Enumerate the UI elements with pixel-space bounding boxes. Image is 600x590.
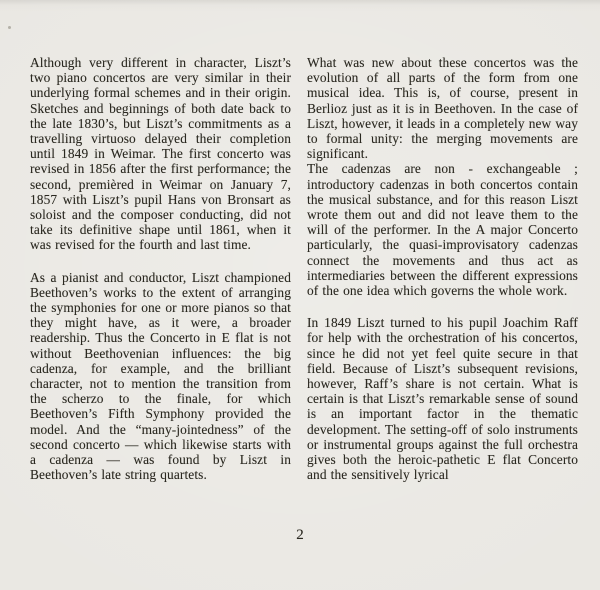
text-columns [30,55,578,482]
paragraph: The cadenzas are non - exchangeable ; introductory cadenzas in both concertos contain the musical substance, and for this reason Liszt wrote them out and did not leave them to the will of the performer. In the A major Concerto particularly, the quasi-improvisatory cadenzas connect the movements and thus act as intermediaries between the different expressions of the one idea which governs the whole work. [307,161,578,299]
paragraph: As a pianist and conductor, Liszt championed Beethoven’s works to the extent of arranging the symphonies for one or more pianos so that they might have, as it were, a broader readership. Thus the Concerto in E flat is not without Beethovenian influences: the big cadenza, for example, and the brilliant character, not to mention the transition from the scherzo to the finale, for which Beethoven’s Fifth Symphony provided the model. And the “many-jointedness” of the second concerto — which likewise starts with a cadenza — was found by Liszt in Beethoven’s late string quartets. [30,269,291,483]
right-column [307,55,578,482]
page-number: 2 [296,527,304,543]
paragraph: In 1849 Liszt turned to his pupil Joachim Raff for help with the orchestration of his concertos, since he did not yet feel quite secure in that field. Because of Liszt’s subsequent revisions, however, Raff’s share is not certain. What is certain is that Liszt’s remarkable sense of sound is an important factor in the thematic development. The setting-off of solo instruments or instrumental groups against the full orchestra gives both the heroic-pathetic E flat Concerto and the sensitively lyrical [307,315,578,483]
paragraph: Although very different in character, Liszt’s two piano concertos are very similar in their underlying formal schemes and in their origin. Sketches and beginnings of both date back to the late 1830’s, but Liszt’s commitments as a travelling virtuoso delayed their completion until 1849 in Weimar. The first concerto was revised in 1856 after the first performance; the second, premièred in Weimar on January 7, 1857 with Liszt’s pupil Hans von Bronsart as soloist and the composer conducting, did not take its definitive shape until 1861, when it was revised for the fourth and last time. [30,55,291,253]
paragraph: What was new about these concertos was the evolution of all parts of the form from one musical idea. This is, of course, present in Berlioz just as it is in Beethoven. In the case of Liszt, however, it leads in a completely new way to formal unity: the merging movements are significant. [307,55,578,162]
scan-speck-artifact [8,26,11,29]
left-column [30,55,291,482]
